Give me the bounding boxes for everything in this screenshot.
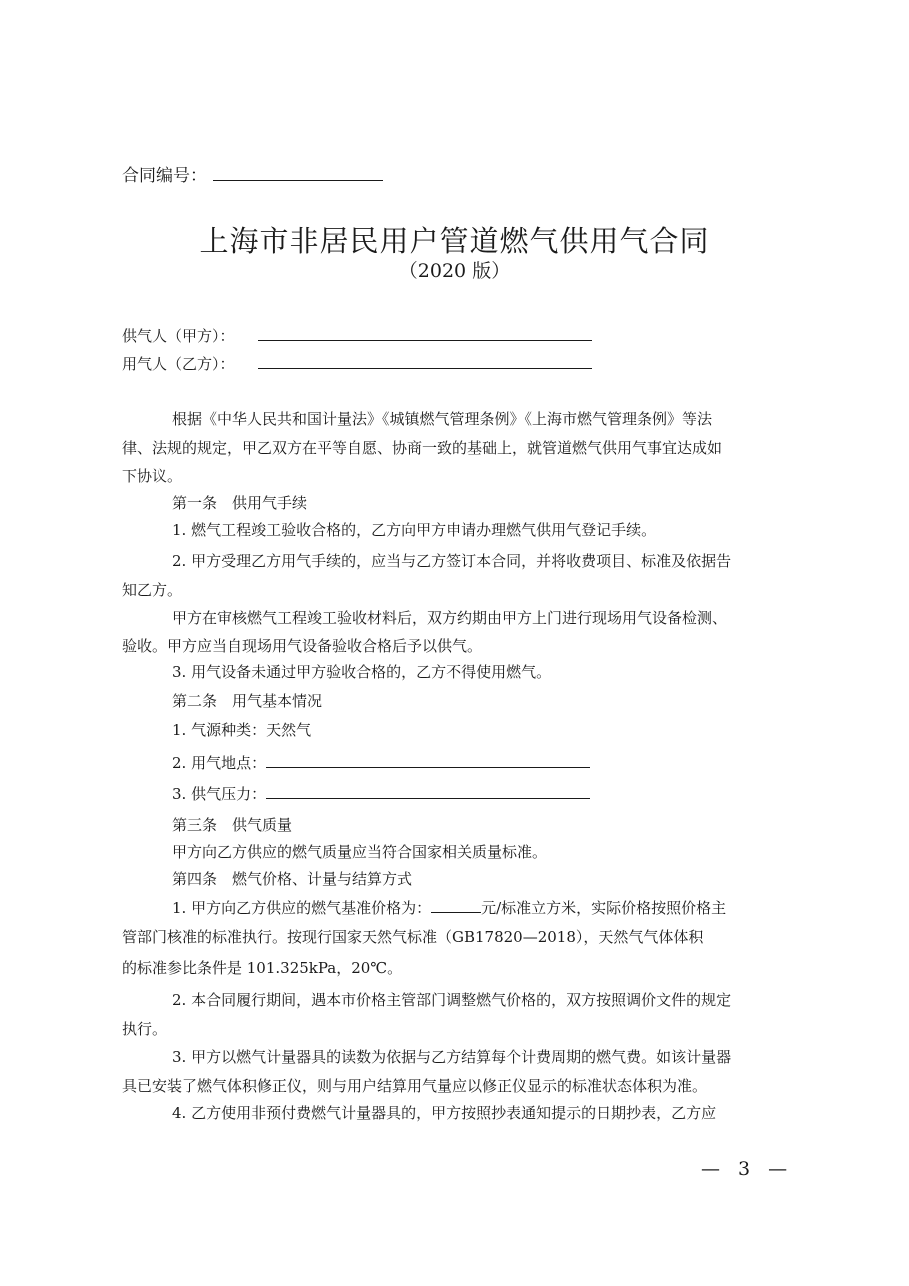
article-1-item-2-line-1: 2. 甲方受理乙方用气手续的，应当与乙方签订本合同，并将收费项目、标准及依据告 (172, 552, 732, 570)
gas-location-label: 2. 用气地点： (172, 754, 267, 772)
intro-line-3: 下协议。 (122, 467, 183, 485)
article-1-para-3-line-2: 验收。甲方应当自现场用气设备验收合格后予以供气。 (122, 637, 483, 655)
user-party-line (122, 352, 592, 374)
gas-source-type: 1. 气源种类：天然气 (172, 721, 312, 739)
contract-number-blank[interactable] (213, 164, 383, 181)
contract-number-label: 合同编号： (122, 166, 207, 186)
supply-pressure-line (172, 782, 590, 804)
supplier-party-label: 供气人（甲方）： (122, 327, 235, 345)
article-1-item-3: 3. 用气设备未通过甲方验收合格的，乙方不得使用燃气。 (172, 663, 552, 681)
article-3-para-1: 甲方向乙方供应的燃气质量应当符合国家相关质量标准。 (172, 843, 548, 861)
article-1-item-1: 1. 燃气工程竣工验收合格的，乙方向甲方申请办理燃气供用气登记手续。 (172, 521, 657, 539)
article-4-item-4-line-1: 4. 乙方使用非预付费燃气计量器具的，甲方按照抄表通知提示的日期抄表，乙方应 (172, 1104, 717, 1122)
article-1-para-3-line-1: 甲方在审核燃气工程竣工验收材料后，双方约期由甲方上门进行现场用气设备检测、 (172, 609, 728, 627)
user-party-label: 用气人（乙方）： (122, 355, 235, 373)
base-price-label: 1. 甲方向乙方供应的燃气基准价格为： (172, 899, 432, 917)
article-4-item-2-line-2: 执行。 (122, 1020, 168, 1038)
article-4-item-2-line-1: 2. 本合同履行期间，遇本市价格主管部门调整燃气价格的，双方按照调价文件的规定 (172, 991, 732, 1009)
article-1-item-2-line-2: 知乙方。 (122, 581, 183, 599)
base-price-unit-text: 元/标准立方米，实际价格按照价格主 (481, 899, 727, 917)
supply-pressure-blank[interactable] (266, 782, 590, 799)
supplier-party-line (122, 324, 592, 346)
article-3-title: 第三条 供气质量 (172, 816, 293, 834)
article-2-title: 第二条 用气基本情况 (172, 692, 323, 710)
document-subtitle: （2020 版） (398, 260, 511, 282)
article-4-item-3-line-1: 3. 甲方以燃气计量器具的读数为依据与乙方结算每个计费周期的燃气费。如该计量器 (172, 1048, 732, 1066)
article-4-title: 第四条 燃气价格、计量与结算方式 (172, 870, 413, 888)
article-4-item-1-line-2: 管部门核准的标准执行。按现行国家天然气标准（GB17820—2018），天然气气体体积 (122, 928, 704, 946)
article-4-item-3-line-2: 具已安装了燃气体积修正仪，则与用户结算用气量应以修正仪显示的标准状态体积为准。 (122, 1077, 708, 1095)
user-party-blank[interactable] (258, 352, 592, 369)
document-title: 上海市非居民用户管道燃气供用气合同 (199, 224, 710, 258)
article-4-item-1-line-3: 的标准参比条件是 101.325kPa，20℃。 (122, 959, 403, 977)
gas-location-blank[interactable] (266, 751, 590, 768)
base-price-line (172, 896, 726, 918)
gas-location-line (172, 751, 590, 773)
supply-pressure-label: 3. 供气压力： (172, 785, 267, 803)
page-number: — 3 — (701, 1158, 794, 1180)
base-price-blank[interactable] (431, 896, 481, 913)
article-1-title: 第一条 供用气手续 (172, 494, 308, 512)
intro-line-1: 根据《中华人民共和国计量法》《城镇燃气管理条例》《上海市燃气管理条例》等法 (172, 410, 713, 428)
contract-number-line (122, 164, 383, 187)
supplier-party-blank[interactable] (258, 324, 592, 341)
intro-line-2: 律、法规的规定，甲乙双方在平等自愿、协商一致的基础上，就管道燃气供用气事宜达成如 (122, 439, 723, 457)
